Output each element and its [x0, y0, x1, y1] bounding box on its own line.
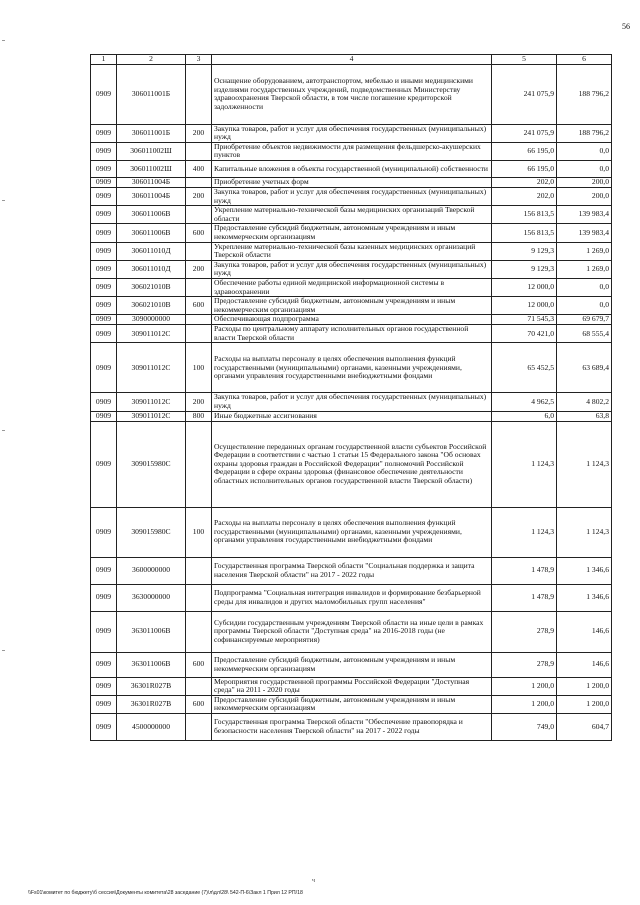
column-header: 6 — [557, 55, 612, 65]
row-name: Укрепление материально-технической базы медицинских организаций Тверской области — [212, 206, 492, 224]
table-row — [91, 160, 612, 177]
table-row — [91, 507, 612, 557]
row-target-article: 363011006В — [117, 652, 186, 677]
table-row — [91, 584, 612, 611]
row-expense-type — [186, 64, 212, 124]
row-section-code: 0909 — [91, 124, 117, 142]
table-row — [91, 260, 612, 278]
row-amount-year2: 1 269,0 — [557, 242, 612, 260]
table-row — [91, 325, 612, 343]
row-section-code: 0909 — [91, 224, 117, 242]
row-amount-year1: 202,0 — [492, 187, 557, 205]
row-section-code: 0909 — [91, 187, 117, 205]
row-name: Государственная программа Тверской области "Социальная поддержка и защита населения Тверской области" на 2017 - 2022 годы — [212, 557, 492, 584]
row-name: Субсидии государственным учреждениям Тверской области на иные цели в рамках программы Тверской области "Доступная среда" на 2016-2018 годы (не софинансируемые мероприятия) — [212, 611, 492, 652]
table-row — [91, 278, 612, 296]
row-amount-year2: 188 796,2 — [557, 64, 612, 124]
row-expense-type — [186, 421, 212, 507]
row-amount-year1: 1 478,9 — [492, 584, 557, 611]
row-section-code: 0909 — [91, 677, 117, 695]
row-section-code: 0909 — [91, 584, 117, 611]
row-amount-year1: 241 075,9 — [492, 64, 557, 124]
row-target-article: 306011002Ш — [117, 160, 186, 177]
row-amount-year2: 1 124,3 — [557, 421, 612, 507]
row-name: Обеспечивающая подпрограмма — [212, 315, 492, 325]
row-amount-year2: 200,0 — [557, 177, 612, 187]
row-target-article: 309015980С — [117, 421, 186, 507]
table-row — [91, 557, 612, 584]
row-amount-year1: 278,9 — [492, 652, 557, 677]
table-row — [91, 242, 612, 260]
row-amount-year1: 1 124,3 — [492, 507, 557, 557]
row-amount-year1: 1 478,9 — [492, 557, 557, 584]
row-amount-year2: 4 802,2 — [557, 393, 612, 411]
row-target-article: 4500000000 — [117, 714, 186, 741]
row-expense-type: 200 — [186, 393, 212, 411]
row-section-code: 0909 — [91, 393, 117, 411]
row-target-article: 309011012С — [117, 325, 186, 343]
column-header: 3 — [186, 55, 212, 65]
budget-table — [90, 54, 612, 741]
row-expense-type — [186, 325, 212, 343]
row-name: Закупка товаров, работ и услуг для обеспечения государственных (муниципальных) нужд — [212, 187, 492, 205]
row-amount-year2: 0,0 — [557, 160, 612, 177]
row-expense-type — [186, 315, 212, 325]
row-amount-year2: 68 555,4 — [557, 325, 612, 343]
row-amount-year2: 604,7 — [557, 714, 612, 741]
row-amount-year2: 1 200,0 — [557, 677, 612, 695]
row-section-code: 0909 — [91, 160, 117, 177]
row-target-article: 3600000000 — [117, 557, 186, 584]
row-amount-year2: 0,0 — [557, 278, 612, 296]
row-amount-year2: 1 200,0 — [557, 695, 612, 713]
row-name: Приобретение учетных форм — [212, 177, 492, 187]
row-amount-year1: 12 000,0 — [492, 278, 557, 296]
row-section-code: 0909 — [91, 315, 117, 325]
row-expense-type — [186, 611, 212, 652]
row-amount-year1: 9 129,3 — [492, 260, 557, 278]
row-name: Мероприятия государственной программы Российской Федерации "Доступная среда" на 2011 - 2020 годы — [212, 677, 492, 695]
row-section-code: 0909 — [91, 278, 117, 296]
header-row — [91, 55, 612, 65]
row-target-article: 306011004Б — [117, 187, 186, 205]
table-row — [91, 297, 612, 315]
margin-mark — [2, 200, 5, 201]
table-row — [91, 343, 612, 393]
row-amount-year1: 156 813,5 — [492, 206, 557, 224]
row-target-article: 36301R027В — [117, 677, 186, 695]
row-amount-year1: 9 129,3 — [492, 242, 557, 260]
row-name: Подпрограмма "Социальная интеграция инвалидов и формирование безбарьерной среды для инвалидов и других маломобильных групп населения" — [212, 584, 492, 611]
row-section-code: 0909 — [91, 297, 117, 315]
row-amount-year2: 63 689,4 — [557, 343, 612, 393]
row-expense-type: 200 — [186, 124, 212, 142]
row-name: Расходы по центральному аппарату исполнительных органов государственной власти Тверской области — [212, 325, 492, 343]
row-amount-year1: 1 200,0 — [492, 695, 557, 713]
row-section-code: 0909 — [91, 411, 117, 421]
row-expense-type — [186, 584, 212, 611]
row-name: Укрепление материально-технической базы казенных медицинских организаций Тверской области — [212, 242, 492, 260]
table-row — [91, 411, 612, 421]
row-expense-type — [186, 206, 212, 224]
row-amount-year2: 139 983,4 — [557, 224, 612, 242]
row-target-article: 306011004Б — [117, 177, 186, 187]
row-name: Капитальные вложения в объекты государственной (муниципальной) собственности — [212, 160, 492, 177]
row-target-article: 309011012С — [117, 411, 186, 421]
row-name: Предоставление субсидий бюджетным, автономным учреждениям и иным некоммерческим организациям — [212, 224, 492, 242]
table-row — [91, 714, 612, 741]
table-row — [91, 695, 612, 713]
row-section-code: 0909 — [91, 325, 117, 343]
row-amount-year2: 0,0 — [557, 142, 612, 160]
row-section-code: 0909 — [91, 260, 117, 278]
row-amount-year1: 70 421,0 — [492, 325, 557, 343]
row-amount-year1: 12 000,0 — [492, 297, 557, 315]
row-amount-year2: 139 983,4 — [557, 206, 612, 224]
column-header: 4 — [212, 55, 492, 65]
row-amount-year1: 4 962,5 — [492, 393, 557, 411]
row-name: Расходы на выплаты персоналу в целях обеспечения выполнения функций государственными (муниципальными) органами, казенными учреждениями, органами управления государственными внебюджетными фондами — [212, 507, 492, 557]
row-expense-type — [186, 557, 212, 584]
row-section-code: 0909 — [91, 142, 117, 160]
row-expense-type — [186, 677, 212, 695]
row-target-article: 306021010В — [117, 297, 186, 315]
row-amount-year2: 200,0 — [557, 187, 612, 205]
row-expense-type — [186, 142, 212, 160]
row-target-article: 306011010Д — [117, 242, 186, 260]
row-expense-type — [186, 177, 212, 187]
page-number: 56 — [622, 22, 630, 31]
row-expense-type: 800 — [186, 411, 212, 421]
table-row — [91, 393, 612, 411]
row-target-article: 306011001Б — [117, 124, 186, 142]
row-name: Иные бюджетные ассигнования — [212, 411, 492, 421]
row-expense-type: 200 — [186, 187, 212, 205]
row-section-code: 0909 — [91, 695, 117, 713]
row-amount-year1: 6,0 — [492, 411, 557, 421]
row-target-article: 3630000000 — [117, 584, 186, 611]
row-target-article: 306011001Б — [117, 64, 186, 124]
row-name: Предоставление субсидий бюджетным, автономным учреждениям и иным некоммерческим организациям — [212, 652, 492, 677]
row-section-code: 0909 — [91, 714, 117, 741]
row-expense-type: 100 — [186, 507, 212, 557]
row-name: Оснащение оборудованием, автотранспортом, мебелью и иными медицинскими изделиями государственных учреждений, подведомственных Министерству здравоохранения Тверской области, в том числе погашение кредиторской задолженности — [212, 64, 492, 124]
row-section-code: 0909 — [91, 242, 117, 260]
row-amount-year2: 63,8 — [557, 411, 612, 421]
row-name: Осуществление переданных органам государственной власти субъектов Российской Федерации в соответствии с частью 1 статьи 15 Федерального закона "Об основах охраны здоровья граждан в Российской Федерации" полномочий Российской Федерации в сфере охраны здоровья (финансовое обеспечение деятельности областных исполнительных органов государственной власти Тверской области) — [212, 421, 492, 507]
row-amount-year1: 278,9 — [492, 611, 557, 652]
row-amount-year1: 749,0 — [492, 714, 557, 741]
row-target-article: 36301R027В — [117, 695, 186, 713]
row-section-code: 0909 — [91, 507, 117, 557]
row-expense-type — [186, 714, 212, 741]
table-row — [91, 187, 612, 205]
row-name: Государственная программа Тверской области "Обеспечение правопорядка и безопасности населения Тверской области" на 2017 - 2022 годы — [212, 714, 492, 741]
row-expense-type: 600 — [186, 652, 212, 677]
margin-mark — [2, 40, 5, 41]
row-section-code: 0909 — [91, 177, 117, 187]
table-row — [91, 177, 612, 187]
row-expense-type: 200 — [186, 260, 212, 278]
table-row — [91, 421, 612, 507]
row-amount-year2: 1 346,6 — [557, 557, 612, 584]
row-amount-year2: 146,6 — [557, 611, 612, 652]
row-section-code: 0909 — [91, 64, 117, 124]
row-amount-year1: 156 813,5 — [492, 224, 557, 242]
row-target-article: 306021010В — [117, 278, 186, 296]
row-target-article: 306011006В — [117, 224, 186, 242]
row-target-article: 306011010Д — [117, 260, 186, 278]
row-expense-type — [186, 242, 212, 260]
row-amount-year1: 1 200,0 — [492, 677, 557, 695]
row-target-article: 3090000000 — [117, 315, 186, 325]
footer-mark: ч — [312, 878, 316, 884]
row-name: Закупка товаров, работ и услуг для обеспечения государственных (муниципальных) нужд — [212, 393, 492, 411]
row-section-code: 0909 — [91, 343, 117, 393]
row-name: Предоставление субсидий бюджетным, автономным учреждениям и иным некоммерческим организациям — [212, 695, 492, 713]
row-name: Предоставление субсидий бюджетным, автономным учреждениям и иным некоммерческим организациям — [212, 297, 492, 315]
row-target-article: 363011006В — [117, 611, 186, 652]
table-row — [91, 224, 612, 242]
column-header: 5 — [492, 55, 557, 65]
row-section-code: 0909 — [91, 611, 117, 652]
row-expense-type — [186, 278, 212, 296]
row-section-code: 0909 — [91, 557, 117, 584]
row-target-article: 306011006В — [117, 206, 186, 224]
table-row — [91, 124, 612, 142]
row-amount-year1: 71 545,3 — [492, 315, 557, 325]
table-row — [91, 64, 612, 124]
row-name: Обеспечение работы единой медицинской информационной системы в здравоохранении — [212, 278, 492, 296]
row-section-code: 0909 — [91, 206, 117, 224]
row-amount-year1: 66 195,0 — [492, 142, 557, 160]
row-target-article: 306011002Ш — [117, 142, 186, 160]
table-row — [91, 677, 612, 695]
row-amount-year2: 0,0 — [557, 297, 612, 315]
column-header: 2 — [117, 55, 186, 65]
row-target-article: 309011012С — [117, 393, 186, 411]
row-name: Расходы на выплаты персоналу в целях обеспечения выполнения функций государственными (муниципальными) органами, казенными учреждениями, органами управления государственными внебюджетными фондами — [212, 343, 492, 393]
row-name: Закупка товаров, работ и услуг для обеспечения государственных (муниципальных) нужд — [212, 260, 492, 278]
footer-file-path: \\Fs01\комитет по бюджету\б сессия\Документы комитета\28 заседание (7)\л\дл\28\ 542-П-6\Закл 1 Прил 12 РП/18 — [28, 890, 303, 896]
row-amount-year1: 1 124,3 — [492, 421, 557, 507]
row-amount-year2: 188 796,2 — [557, 124, 612, 142]
row-amount-year1: 202,0 — [492, 177, 557, 187]
row-target-article: 309015980С — [117, 507, 186, 557]
row-expense-type: 100 — [186, 343, 212, 393]
margin-mark — [2, 650, 5, 651]
table-row — [91, 142, 612, 160]
table-row — [91, 315, 612, 325]
row-section-code: 0909 — [91, 652, 117, 677]
row-amount-year1: 66 195,0 — [492, 160, 557, 177]
row-target-article: 309011012С — [117, 343, 186, 393]
row-amount-year2: 1 269,0 — [557, 260, 612, 278]
row-expense-type: 600 — [186, 297, 212, 315]
row-amount-year1: 65 452,5 — [492, 343, 557, 393]
table-row — [91, 611, 612, 652]
row-amount-year2: 146,6 — [557, 652, 612, 677]
row-amount-year2: 69 679,7 — [557, 315, 612, 325]
row-amount-year2: 1 124,3 — [557, 507, 612, 557]
row-name: Закупка товаров, работ и услуг для обеспечения государственных (муниципальных) нужд — [212, 124, 492, 142]
row-expense-type: 600 — [186, 695, 212, 713]
row-name: Приобретение объектов недвижимости для размещения фельдшерско-акушерских пунктов — [212, 142, 492, 160]
row-amount-year1: 241 075,9 — [492, 124, 557, 142]
column-header: 1 — [91, 55, 117, 65]
margin-mark — [2, 430, 5, 431]
row-expense-type: 600 — [186, 224, 212, 242]
row-expense-type: 400 — [186, 160, 212, 177]
row-amount-year2: 1 346,6 — [557, 584, 612, 611]
table-row — [91, 206, 612, 224]
table-row — [91, 652, 612, 677]
row-section-code: 0909 — [91, 421, 117, 507]
